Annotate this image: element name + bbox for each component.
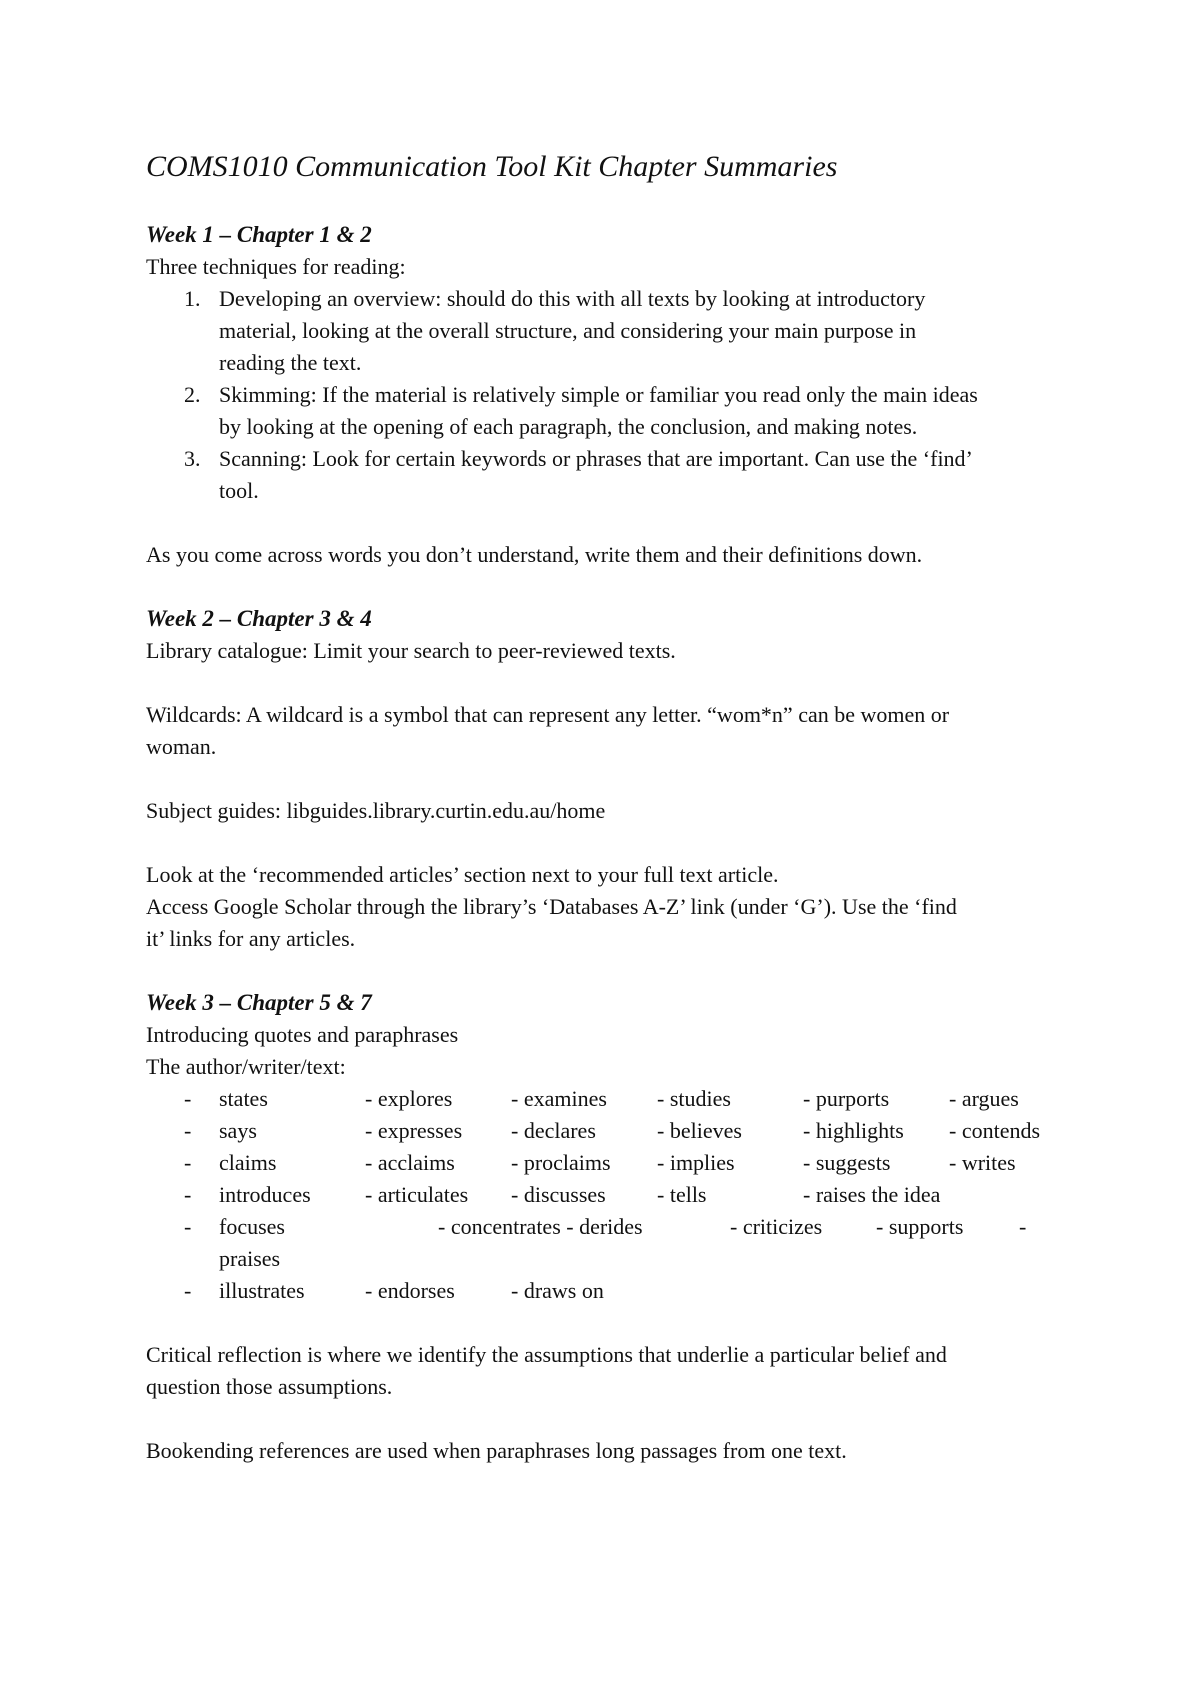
technique-item: [146, 283, 1076, 379]
verb-cell: - supports: [876, 1214, 964, 1239]
verb-row: [146, 1083, 1076, 1115]
verb-cell: -: [1019, 1214, 1027, 1239]
bookending-text: Bookending references are used when paraphrases long passages from one text.: [146, 1438, 847, 1463]
library-catalogue-text: Library catalogue: Limit your search to peer-reviewed texts.: [146, 638, 676, 663]
verb-cell: - concentrates - derides: [438, 1214, 643, 1239]
technique-item: [146, 379, 1076, 443]
document-title: COMS1010 Communication Tool Kit Chapter Summaries: [146, 150, 838, 183]
technique-line: tool.: [219, 478, 259, 503]
technique-item: [146, 443, 1076, 507]
list-dash: -: [184, 1214, 192, 1239]
reading-techniques-list: [146, 283, 1076, 507]
week1-note: As you come across words you don’t understand, write them and their definitions down.: [146, 542, 923, 567]
verb-cell: - highlights: [803, 1118, 904, 1143]
verb-row: [146, 1147, 1076, 1179]
verb-cell: - believes: [657, 1118, 742, 1143]
week3-intro: The author/writer/text:: [146, 1054, 346, 1079]
list-dash: -: [184, 1150, 192, 1175]
verb-cell: praises: [219, 1246, 281, 1271]
verb-cell: - explores: [365, 1086, 453, 1111]
verb-cell: - draws on: [511, 1278, 604, 1303]
technique-line: by looking at the opening of each paragraph, the conclusion, and making notes.: [219, 414, 918, 439]
week3-heading: Week 3 – Chapter 5 & 7: [146, 990, 372, 1015]
week1-intro: Three techniques for reading:: [146, 254, 406, 279]
wildcards-line: Wildcards: A wildcard is a symbol that can represent any letter. “wom*n” can be women or: [146, 702, 950, 727]
list-dash: -: [184, 1086, 192, 1111]
verb-row: [146, 1179, 1076, 1211]
week1-section: [146, 219, 1076, 571]
week2-heading: Week 2 – Chapter 3 & 4: [146, 606, 372, 631]
verb-cell: - criticizes: [730, 1214, 823, 1239]
recommended-articles-text: Look at the ‘recommended articles’ section next to your full text article.: [146, 862, 779, 887]
verb-row: [146, 1211, 1076, 1275]
verb-cell: - writes: [949, 1150, 1016, 1175]
verb-cell: says: [219, 1118, 257, 1143]
verb-cell: states: [219, 1086, 268, 1111]
verb-cell: - acclaims: [365, 1150, 455, 1175]
verb-cell: introduces: [219, 1182, 311, 1207]
technique-line: reading the text.: [219, 350, 362, 375]
technique-line: Developing an overview: should do this with all texts by looking at introductory: [219, 286, 926, 311]
list-dash: -: [184, 1118, 192, 1143]
verb-cell: - raises the idea: [803, 1182, 941, 1207]
verb-cell: - purports: [803, 1086, 890, 1111]
list-number: 3.: [184, 446, 201, 471]
list-dash: -: [184, 1278, 192, 1303]
verb-cell: - suggests: [803, 1150, 891, 1175]
week2-section: [146, 603, 1076, 955]
list-dash: -: [184, 1182, 192, 1207]
list-number: 2.: [184, 382, 201, 407]
google-scholar-line: it’ links for any articles.: [146, 926, 356, 951]
verb-cell: - studies: [657, 1086, 731, 1111]
verb-cell: focuses: [219, 1214, 285, 1239]
verb-cell: - expresses: [365, 1118, 463, 1143]
verb-cell: - discusses: [511, 1182, 606, 1207]
verb-cell: illustrates: [219, 1278, 305, 1303]
verb-cell: - articulates: [365, 1182, 469, 1207]
week3-section: [146, 987, 1076, 1467]
verb-cell: - contends: [949, 1118, 1041, 1143]
verb-cell: - argues: [949, 1086, 1019, 1111]
reporting-verbs-table: [146, 1083, 1076, 1307]
subject-guides-text: Subject guides: libguides.library.curtin.edu.au/home: [146, 798, 606, 823]
verb-cell: - tells: [657, 1182, 707, 1207]
verb-cell: - implies: [657, 1150, 735, 1175]
week3-intro: Introducing quotes and paraphrases: [146, 1022, 459, 1047]
technique-line: material, looking at the overall structure, and considering your main purpose in: [219, 318, 917, 343]
verb-row: [146, 1275, 1076, 1307]
verb-cell: - examines: [511, 1086, 607, 1111]
critical-reflection-line: question those assumptions.: [146, 1374, 393, 1399]
google-scholar-line: Access Google Scholar through the library’s ‘Databases A-Z’ link (under ‘G’). Use the ‘find: [146, 894, 957, 919]
verb-cell: - endorses: [365, 1278, 455, 1303]
verb-row: [146, 1115, 1076, 1147]
week1-heading: Week 1 – Chapter 1 & 2: [146, 222, 372, 247]
technique-line: Scanning: Look for certain keywords or phrases that are important. Can use the ‘find’: [219, 446, 973, 471]
technique-line: Skimming: If the material is relatively simple or familiar you read only the main ideas: [219, 382, 978, 407]
wildcards-line: woman.: [146, 734, 217, 759]
list-number: 1.: [184, 286, 201, 311]
verb-cell: - declares: [511, 1118, 596, 1143]
verb-cell: - proclaims: [511, 1150, 611, 1175]
critical-reflection-line: Critical reflection is where we identify the assumptions that underlie a particular belief and: [146, 1342, 947, 1367]
document-content: [146, 140, 1076, 1467]
verb-cell: claims: [219, 1150, 277, 1175]
